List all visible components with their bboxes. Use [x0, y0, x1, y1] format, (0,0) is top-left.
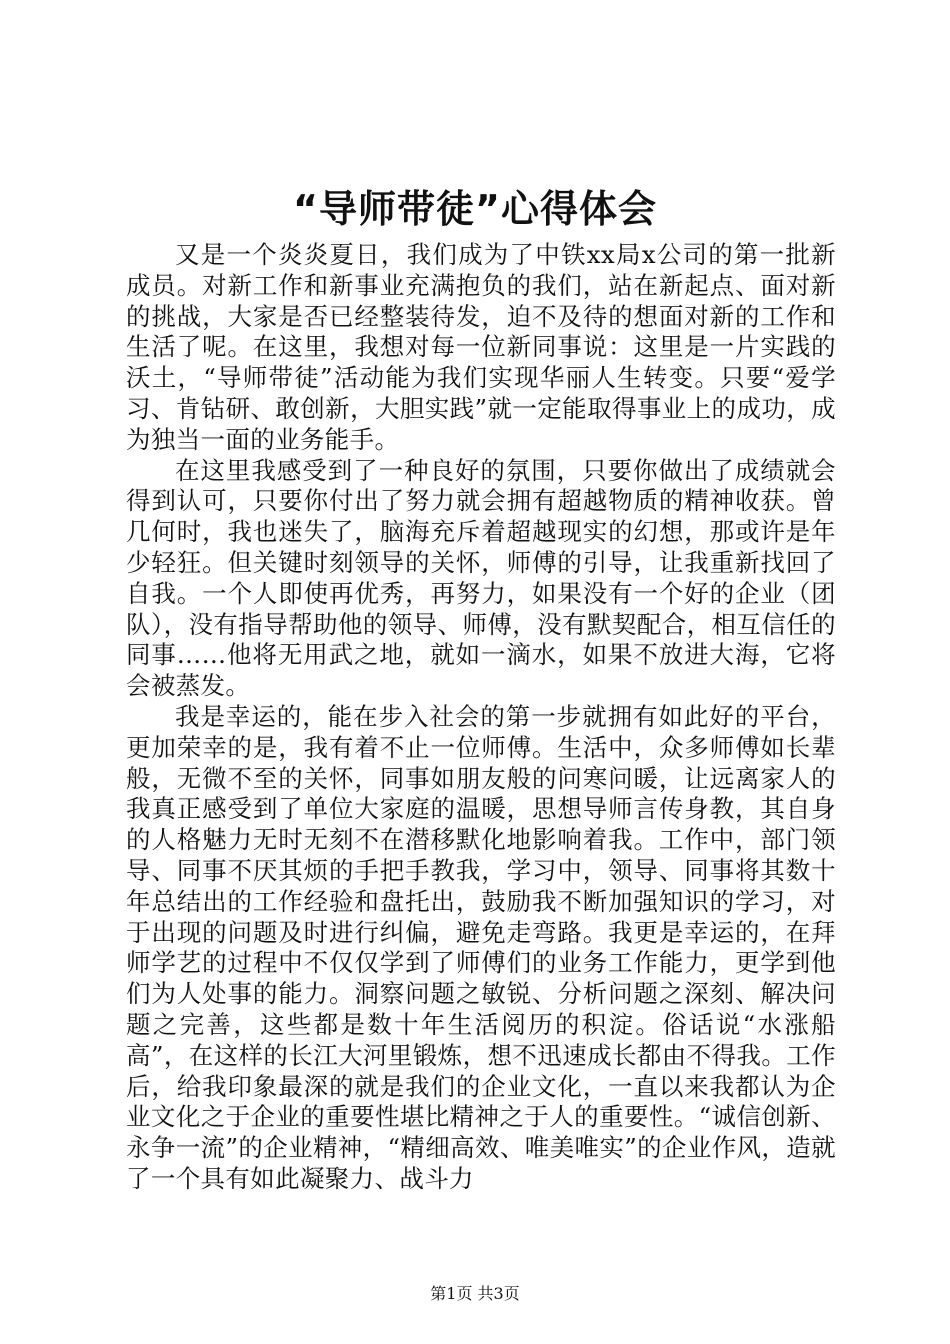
document-body: [126, 240, 836, 1195]
page-number-footer: 第1页 共3页: [430, 1284, 520, 1303]
paragraph-3: 我是幸运的，能在步入社会的第一步就拥有如此好的平台，更加荣幸的是，我有着不止一位师傅。生活中，众多师傅如长辈般，无微不至的关怀，同事如朋友般的问寒问暖，让远离家人的我真正感受到了单位大家庭的温暖，思想导师言传身教，其自身的人格魅力无时无刻不在潜移默化地影响着我。工作中，部门领导、同事不厌其烦的手把手教我，学习中，领导、同事将其数十年总结出的工作经验和盘托出，鼓励我不断加强知识的学习，对于出现的问题及时进行纠偏，避免走弯路。我更是幸运的，在拜师学艺的过程中不仅仅学到了师傅们的业务工作能力，更学到他们为人处事的能力。洞察问题之敏锐、分析问题之深刻、解决问题之完善，这些都是数十年生活阅历的积淀。俗话说“水涨船高”，在这样的长江大河里锻炼，想不迅速成长都由不得我。工作后，给我印象最深的就是我们的企业文化，一直以来我都认为企业文化之于企业的重要性堪比精神之于人的重要性。“诚信创新、永争一流”的企业精神，“精细高效、唯美唯实”的企业作风，造就了一个具有如此凝聚力、战斗力: [126, 701, 836, 1193]
paragraph-1: 又是一个炎炎夏日，我们成为了中铁xx局x公司的第一批新成员。对新工作和新事业充满抱负的我们，站在新起点、面对新的挑战，大家是否已经整装待发，迫不及待的想面对新的工作和生活了呢。在这里，我想对每一位新同事说：这里是一片实践的沃土，“导师带徒”活动能为我们实现华丽人生转变。只要“爱学习、肯钻研、敢创新，大胆实践”就一定能取得事业上的成功，成为独当一面的业务能手。: [126, 240, 836, 454]
document-title: “导师带徒”心得体会: [293, 187, 657, 231]
paragraph-2: 在这里我感受到了一种良好的氛围，只要你做出了成绩就会得到认可，只要你付出了努力就会拥有超越物质的精神收获。曾几何时，我也迷失了，脑海充斥着超越现实的幻想，那或许是年少轻狂。但关键时刻领导的关怀，师傅的引导，让我重新找回了自我。一个人即使再优秀，再努力，如果没有一个好的企业（团队），没有指导帮助他的领导、师傅，没有默契配合，相互信任的同事……他将无用武之地，就如一滴水，如果不放进大海，它将会被蒸发。: [126, 455, 836, 701]
